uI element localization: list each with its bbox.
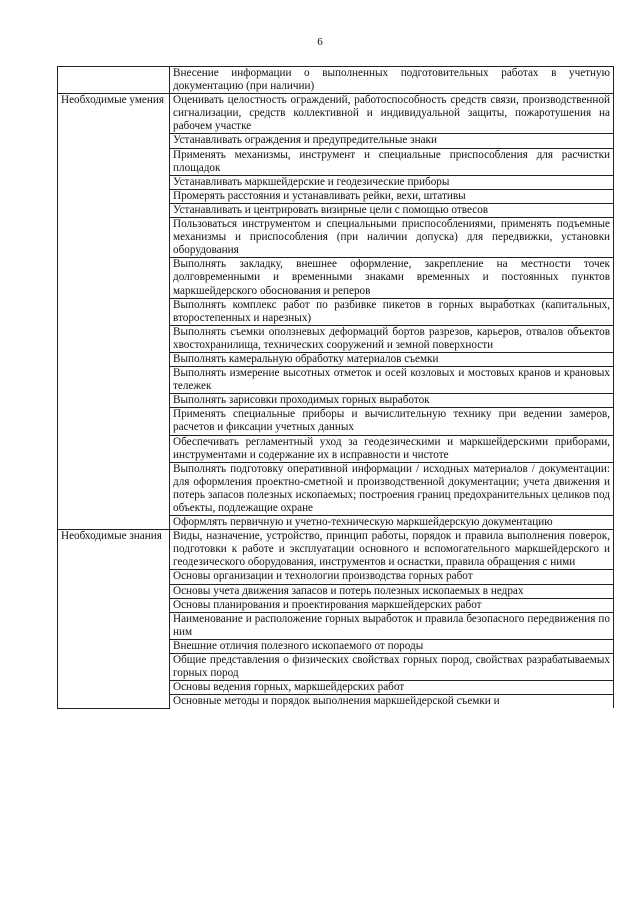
item-cell: Основы планирования и проектирования маркшейдерских работ <box>170 598 614 612</box>
item-cell: Основы ведения горных, маркшейдерских работ <box>170 681 614 695</box>
item-cell: Обеспечивать регламентный уход за геодезическими и маркшейдерскими приборами, инструментами и содержание их в исправности и чистоте <box>170 435 614 462</box>
item-cell: Основы организации и технологии производства горных работ <box>170 570 614 584</box>
item-cell: Выполнять измерение высотных отметок и осей козловых и мостовых кранов и крановых тележек <box>170 367 614 394</box>
item-cell: Основные методы и порядок выполнения маркшейдерской съемки и <box>170 695 614 709</box>
item-cell: Устанавливать ограждения и предупредительные знаки <box>170 134 614 148</box>
item-cell: Выполнять камеральную обработку материалов съемки <box>170 352 614 366</box>
item-cell: Применять механизмы, инструмент и специальные приспособления для расчистки площадок <box>170 148 614 175</box>
item-cell: Внесение информации о выполненных подготовительных работах в учетную документацию (при наличии) <box>170 67 614 94</box>
item-cell: Выполнять подготовку оперативной информации / исходных материалов / документации: для оформления проектно-сметной и производственной документации; учета движения и потерь запасов полезных ископаемых; построения границ предохранительных целиков под объекты, подлежащие охране <box>170 462 614 515</box>
item-cell: Пользоваться инструментом и специальными приспособлениями, применять подъемные механизмы и приспособления (при наличии допуска) для передвижки, установки оборудования <box>170 218 614 258</box>
item-cell: Промерять расстояния и устанавливать рейки, вехи, штативы <box>170 189 614 203</box>
item-cell: Применять специальные приборы и вычислительную технику при ведении замеров, расчетов и фиксации учетных данных <box>170 408 614 435</box>
category-cell: Необходимые знания <box>58 530 170 709</box>
item-cell: Оценивать целостность ограждений, работоспособность средств связи, производственной сигнализации, средств коллективной и индивидуальной защиты, пожаротушения на рабочем участке <box>170 94 614 134</box>
item-cell: Основы учета движения запасов и потерь полезных ископаемых в недрах <box>170 584 614 598</box>
page-number: 6 <box>317 36 323 48</box>
item-cell: Выполнять закладку, внешнее оформление, закрепление на местности точек долговременными и временными знаками временных и постоянных пунктов маркшейдерского обоснования и реперов <box>170 258 614 298</box>
item-cell: Виды, назначение, устройство, принцип работы, порядок и правила выполнения поверок, подготовки к работе и эксплуатации основного и вспомогательного маркшейдерского и геодезического оборудования, инструментов и оснастки, правила обращения с ними <box>170 530 614 570</box>
requirements-table <box>57 66 614 709</box>
table-row <box>58 67 614 94</box>
category-cell <box>58 67 170 94</box>
item-cell: Выполнять зарисовки проходимых горных выработок <box>170 394 614 408</box>
category-cell: Необходимые умения <box>58 94 170 530</box>
item-cell: Выполнять съемки оползневых деформаций бортов разрезов, карьеров, отвалов объектов хвостохранилища, технических сооружений и земной поверхности <box>170 325 614 352</box>
table-row <box>58 530 614 570</box>
requirements-table-body <box>58 67 614 709</box>
item-cell: Внешние отличия полезного ископаемого от породы <box>170 639 614 653</box>
item-cell: Общие представления о физических свойствах горных пород, свойствах разрабатываемых горных пород <box>170 654 614 681</box>
item-cell: Устанавливать и центрировать визирные цели с помощью отвесов <box>170 203 614 217</box>
item-cell: Оформлять первичную и учетно-техническую маркшейдерскую документацию <box>170 516 614 530</box>
table-row <box>58 94 614 134</box>
item-cell: Наименование и расположение горных выработок и правила безопасного передвижения по ним <box>170 612 614 639</box>
item-cell: Выполнять комплекс работ по разбивке пикетов в горных выработках (капитальных, второстепенных и нарезных) <box>170 298 614 325</box>
item-cell: Устанавливать маркшейдерские и геодезические приборы <box>170 175 614 189</box>
